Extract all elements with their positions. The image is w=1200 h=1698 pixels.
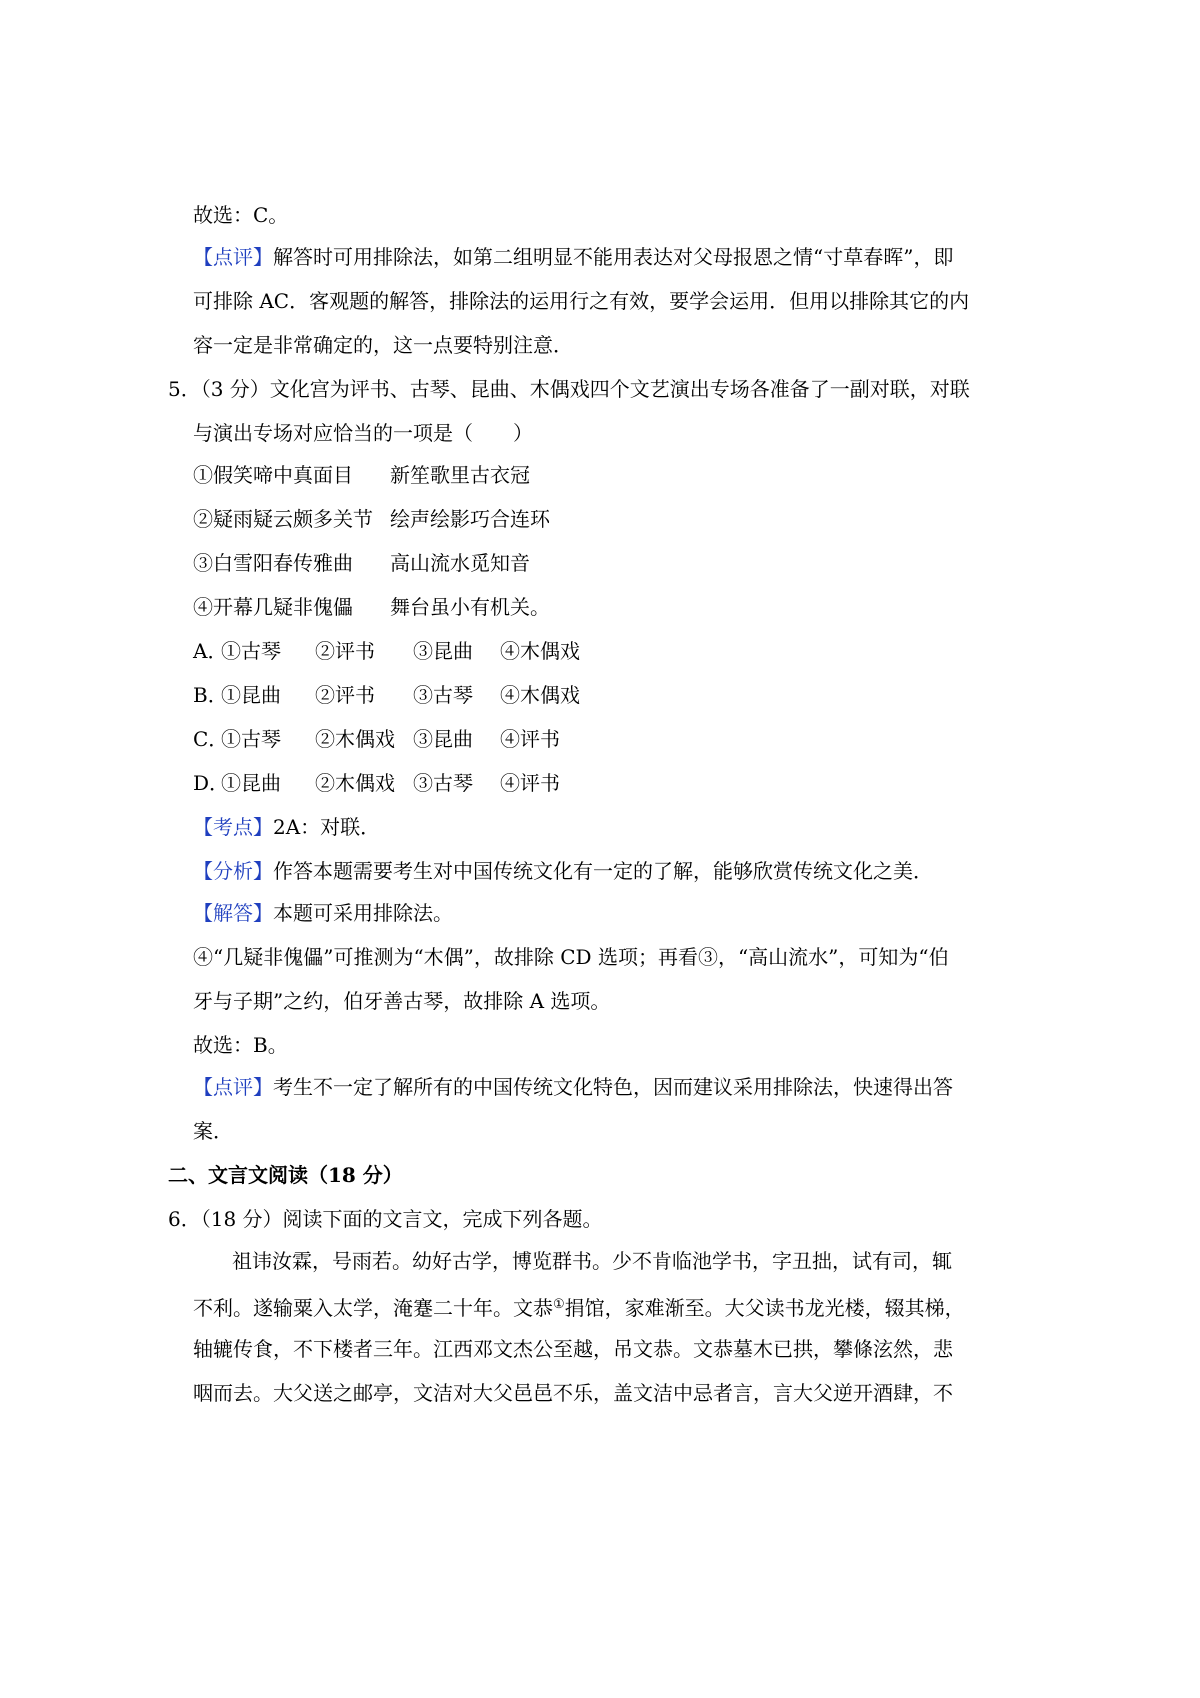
comment-text: 解答时可用排除法，如第二组明显不能用表达对父母报恩之情“寸草春晖”，即	[273, 245, 954, 269]
jieda-line	[193, 898, 453, 928]
couplet-lower: 新笙歌里古衣冠	[390, 463, 530, 487]
jieda-tag: 【解答】	[193, 901, 273, 925]
couplet-4	[193, 592, 793, 622]
q5-comment-line-1	[193, 1072, 953, 1102]
option-letter: A．	[193, 639, 228, 663]
option-col-3: ③古琴	[413, 683, 473, 707]
section-title: 二、文言文阅读（18 分）	[168, 1163, 403, 1187]
couplet-2	[193, 504, 793, 534]
q5-stem-line-1: 5．（3 分）文化宫为评书、古琴、昆曲、木偶戏四个文艺演出专场各准备了一副对联，对联	[168, 377, 970, 401]
option-col-1: ①昆曲	[221, 771, 281, 795]
kaodian-text: 2A：对联．	[273, 815, 381, 839]
fenxi-tag: 【分析】	[193, 859, 273, 883]
couplet-lower: 高山流水觅知音	[390, 551, 530, 575]
option-col-1: ①古琴	[221, 639, 281, 663]
option-a	[193, 636, 693, 666]
option-d	[193, 768, 693, 798]
couplet-upper: ①假笑啼中真面目	[193, 463, 353, 487]
comment-tag: 【点评】	[193, 1075, 273, 1099]
option-col-3: ③昆曲	[413, 639, 473, 663]
passage-line-2	[193, 1290, 965, 1323]
couplet-upper: ③白雪阳春传雅曲	[193, 551, 353, 575]
option-col-4: ④木偶戏	[500, 639, 580, 663]
passage-line-1: 祖讳汝霖，号雨若。幼好古学，博览群书。少不肯临池学书，字丑拙，试有司，辄	[232, 1249, 952, 1273]
fenxi-text: 作答本题需要考生对中国传统文化有一定的了解，能够欣赏传统文化之美．	[273, 859, 933, 883]
option-col-3: ③昆曲	[413, 727, 473, 751]
q4-comment-line-1	[193, 242, 953, 272]
option-letter: B．	[193, 683, 228, 707]
passage-line-4: 咽而去。大父送之邮亭，文洁对大父邑邑不乐，盖文洁中忌者言，言大父逆开酒肆，不	[193, 1381, 953, 1405]
couplet-upper: ④开幕几疑非傀儡	[193, 595, 353, 619]
option-col-4: ④评书	[500, 727, 560, 751]
q4-comment-line-2: 可排除 AC．客观题的解答，排除法的运用行之有效，要学会运用．但用以排除其它的内	[193, 289, 970, 313]
couplet-3	[193, 548, 793, 578]
passage-line-3: 轴辘传食，不下楼者三年。江西邓文杰公至越，吊文恭。文恭墓木已拱，攀條泫然，悲	[193, 1337, 953, 1361]
footnote-mark: ①	[553, 1297, 565, 1312]
option-col-4: ④木偶戏	[500, 683, 580, 707]
jieda-more-line-2: 牙与子期”之约，伯牙善古琴，故排除 A 选项。	[193, 989, 611, 1013]
q5-comment-line-2: 案．	[193, 1119, 233, 1143]
option-col-2: ②木偶戏	[315, 771, 395, 795]
couplet-lower: 绘声绘影巧合连环	[390, 507, 550, 531]
passage-text: 捐馆，家难渐至。大父读书龙光楼，辍其梯，	[564, 1296, 965, 1320]
fenxi-line	[193, 856, 933, 886]
q4-choose: 故选：C。	[193, 203, 289, 227]
q5-choose: 故选：B。	[193, 1033, 288, 1057]
option-col-3: ③古琴	[413, 771, 473, 795]
option-col-2: ②木偶戏	[315, 727, 395, 751]
q5-stem-line-2: 与演出专场对应恰当的一项是（ ）	[193, 421, 533, 445]
option-letter: C．	[193, 727, 229, 751]
option-col-1: ①古琴	[221, 727, 281, 751]
couplet-1	[193, 460, 793, 490]
jieda-text: 本题可采用排除法。	[273, 901, 453, 925]
passage-text: 不利。遂输粟入太学，淹蹇二十年。文恭	[193, 1296, 553, 1320]
kaodian-line	[193, 812, 380, 842]
option-letter: D．	[193, 771, 230, 795]
option-col-2: ②评书	[315, 683, 375, 707]
option-col-2: ②评书	[315, 639, 375, 663]
jieda-more-line-1: ④“几疑非傀儡”可推测为“木偶”，故排除 CD 选项；再看③，“高山流水”，可知为“伯	[193, 945, 949, 969]
option-col-1: ①昆曲	[221, 683, 281, 707]
couplet-lower: 舞台虽小有机关。	[390, 595, 550, 619]
comment-text: 考生不一定了解所有的中国传统文化特色，因而建议采用排除法，快速得出答	[273, 1075, 953, 1099]
kaodian-tag: 【考点】	[193, 815, 273, 839]
comment-tag: 【点评】	[193, 245, 273, 269]
q4-comment-line-3: 容一定是非常确定的，这一点要特别注意．	[193, 333, 573, 357]
option-b	[193, 680, 693, 710]
option-c	[193, 724, 693, 754]
option-col-4: ④评书	[500, 771, 560, 795]
couplet-upper: ②疑雨疑云颇多关节	[193, 507, 373, 531]
q6-stem: 6．（18 分）阅读下面的文言文，完成下列各题。	[168, 1207, 603, 1231]
